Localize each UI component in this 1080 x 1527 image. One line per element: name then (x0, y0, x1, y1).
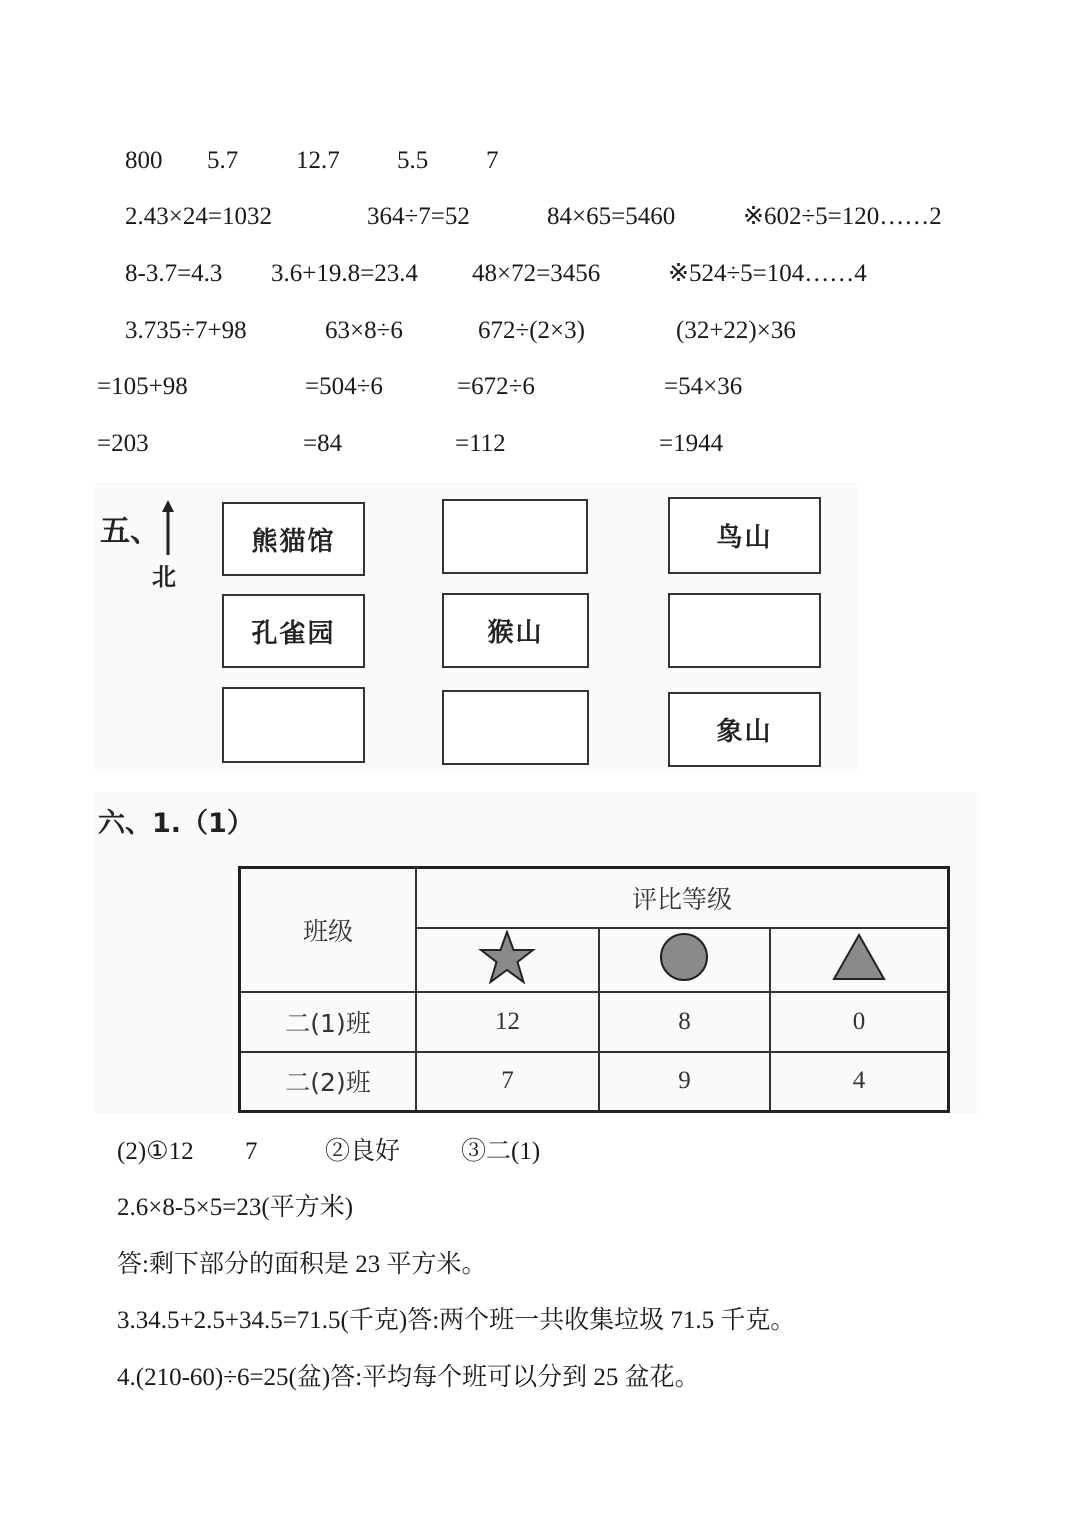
triangle-count: 4 (770, 1052, 949, 1112)
arith-step: =504÷6 (305, 373, 383, 400)
arith-expression: ※524÷5=104……4 (668, 260, 867, 287)
map-cell-bird-hill: 鸟山 (668, 497, 821, 574)
map-cell-empty (442, 499, 588, 574)
arith-result: =1944 (659, 430, 724, 457)
triangle-count: 0 (770, 992, 949, 1052)
arith-step: =672÷6 (457, 373, 535, 400)
answer-1-2-part: 7 (245, 1138, 258, 1165)
map-cell-monkey-hill: 猴山 (442, 593, 589, 668)
arith-expression: 3.6+19.8=23.4 (271, 260, 418, 287)
arith-expression: 3.735÷7+98 (125, 317, 247, 344)
header-class: 班级 (240, 868, 417, 992)
star-icon (478, 930, 536, 984)
arith-step: =105+98 (97, 373, 188, 400)
arith-value: 800 (125, 147, 163, 174)
answer-1-2-part: ②良好 (325, 1138, 401, 1165)
class-name: 二(2)班 (240, 1052, 417, 1112)
section5-label: 五、 (100, 514, 160, 549)
rating-table (238, 866, 950, 1113)
answer-2-formula: 2.6×8-5×5=23(平方米) (117, 1194, 354, 1221)
table-row (240, 992, 949, 1052)
circle-count: 8 (599, 992, 770, 1052)
arith-expression: 8-3.7=4.3 (125, 260, 223, 287)
map-cell-elephant-hill: 象山 (668, 692, 821, 767)
arith-expression: 672÷(2×3) (478, 317, 585, 344)
answer-3: 3.34.5+2.5+34.5=71.5(千克)答:两个班一共收集垃圾 71.5 千克。 (117, 1307, 796, 1334)
arith-value: 5.5 (397, 147, 429, 174)
arith-expression: 48×72=3456 (472, 260, 601, 287)
section6-label: 六、1.（1） (98, 808, 254, 839)
arith-value: 12.7 (296, 147, 340, 174)
arith-expression: 364÷7=52 (367, 203, 470, 230)
triangle-icon (831, 932, 887, 982)
arith-expression: ※602÷5=120……2 (743, 203, 942, 230)
arith-value: 7 (486, 147, 499, 174)
arith-value: 5.7 (207, 147, 239, 174)
north-arrow-icon (158, 500, 178, 555)
arith-result: =84 (303, 430, 343, 457)
arith-expression: 84×65=5460 (547, 203, 676, 230)
answer-1-2-part: ③二(1) (461, 1138, 541, 1165)
star-count: 7 (416, 1052, 599, 1112)
north-label: 北 (152, 563, 176, 591)
map-cell-panda-house: 熊猫馆 (222, 502, 365, 576)
arith-expression: 63×8÷6 (325, 317, 403, 344)
header-rating: 评比等级 (416, 868, 949, 928)
star-header (416, 928, 599, 992)
table-row (240, 1052, 949, 1112)
answer-2-statement: 答:剩下部分的面积是 23 平方米。 (117, 1251, 487, 1278)
arith-expression: 2.43×24=1032 (125, 203, 272, 230)
map-cell-empty (668, 593, 821, 668)
class-name: 二(1)班 (240, 992, 417, 1052)
arith-result: =112 (455, 430, 506, 457)
map-cell-peacock-garden: 孔雀园 (222, 594, 365, 668)
circle-header (599, 928, 770, 992)
arith-result: =203 (97, 430, 149, 457)
arith-step: =54×36 (664, 373, 743, 400)
arith-expression: (32+22)×36 (676, 317, 796, 344)
circle-count: 9 (599, 1052, 770, 1112)
map-cell-empty (222, 687, 365, 763)
answer-4: 4.(210-60)÷6=25(盆)答:平均每个班可以分到 25 盆花。 (117, 1364, 700, 1391)
star-count: 12 (416, 992, 599, 1052)
triangle-header (770, 928, 949, 992)
map-cell-empty (442, 690, 589, 765)
answer-1-2-part: (2)①12 (117, 1138, 194, 1165)
circle-icon (657, 930, 711, 984)
